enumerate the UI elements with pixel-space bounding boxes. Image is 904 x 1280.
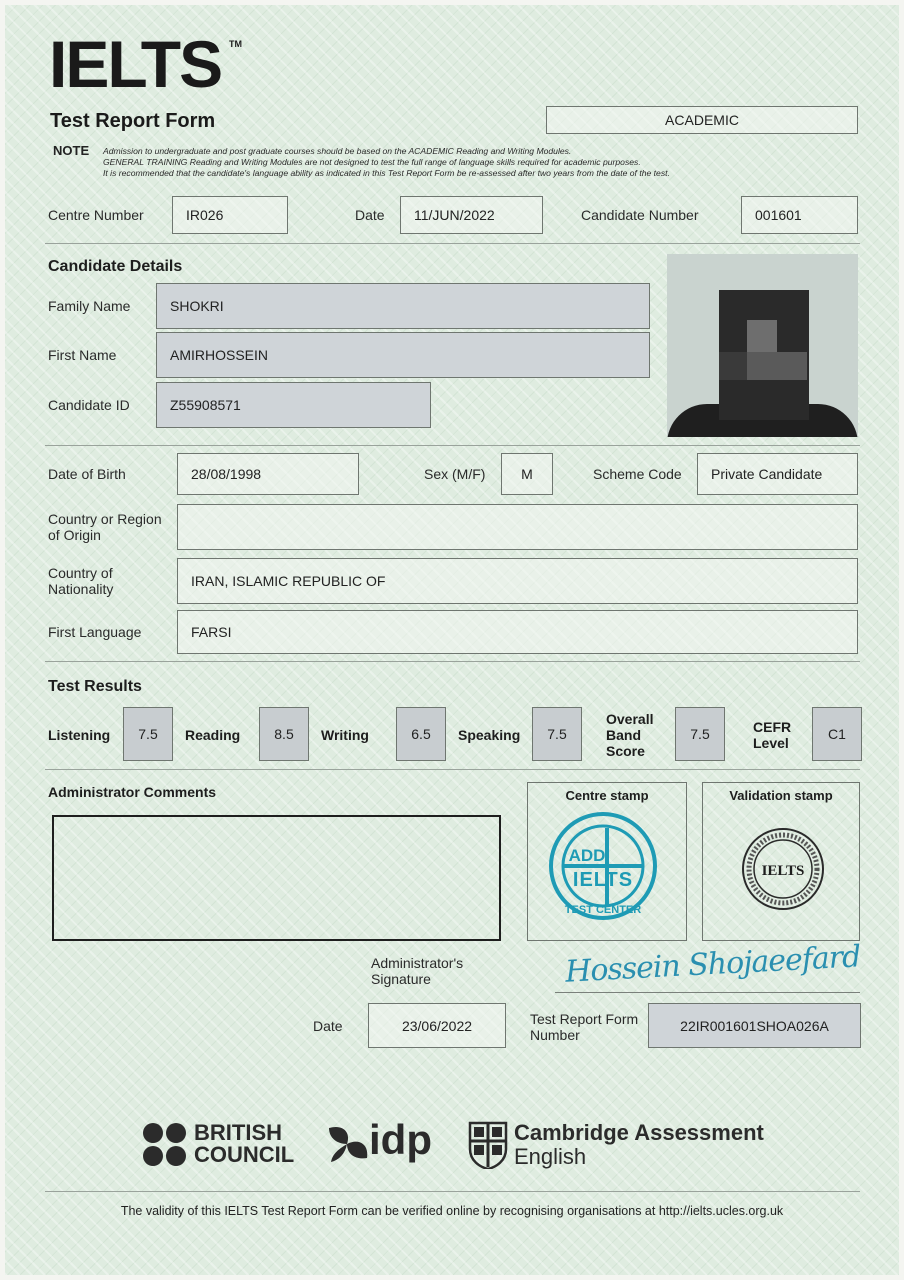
form-title: Test Report Form [50, 110, 216, 132]
reading-score: 8.5 [259, 707, 309, 761]
note-label: NOTE [53, 143, 90, 158]
signature-line [555, 992, 860, 993]
centre-number-field: IR026 [172, 196, 288, 234]
writing-score: 6.5 [396, 707, 446, 761]
admin-signature: Hossein Shojaeefard [564, 939, 862, 990]
first-name-label: First Name [48, 347, 117, 363]
candidate-number-label: Candidate Number [581, 207, 699, 223]
reading-label: Reading [185, 727, 241, 743]
svg-text:TEST CENTER: TEST CENTER [564, 904, 642, 916]
validation-stamp-box [702, 782, 860, 941]
divider [45, 1191, 860, 1192]
photo-head [719, 290, 809, 420]
test-report-form [5, 5, 899, 1275]
dob-label: Date of Birth [48, 466, 126, 482]
admin-comments-box [52, 815, 501, 941]
trf-number-label: Test Report Form Number [530, 1011, 639, 1043]
origin-label: Country or Region of Origin [48, 511, 162, 543]
module-field: ACADEMIC [546, 106, 858, 134]
svg-text:IELTS: IELTS [761, 863, 805, 879]
cambridge-shield-icon [468, 1121, 508, 1169]
idp-text: idp [369, 1116, 432, 1163]
test-results-title: Test Results [48, 678, 142, 695]
first-language-field: FARSI [177, 610, 858, 654]
divider [45, 243, 860, 244]
admin-date-label: Date [313, 1018, 343, 1034]
nationality-label: Country of Nationality [48, 565, 114, 597]
overall-band-label: Overall Band Score [606, 711, 654, 759]
speaking-score: 7.5 [532, 707, 582, 761]
admin-comments-label: Administrator Comments [48, 784, 217, 800]
cefr-level-label: CEFR Level [753, 719, 792, 751]
family-name-field: SHOKRI [156, 283, 650, 329]
note-text [103, 146, 803, 179]
note-line: Admission to undergraduate and post graduate courses should be based on the ACADEMIC Reading and Writing Modules. [103, 146, 572, 156]
sex-field: M [501, 453, 553, 495]
sex-label: Sex (M/F) [424, 466, 486, 482]
centre-number-label: Centre Number [48, 207, 144, 223]
overall-band-score: 7.5 [675, 707, 725, 761]
candidate-number-field: 001601 [741, 196, 858, 234]
note-line: GENERAL TRAINING Reading and Writing Modules are not designed to test the full range of language skills required for academic purposes. [103, 157, 641, 167]
candidate-id-label: Candidate ID [48, 397, 130, 413]
writing-label: Writing [321, 727, 369, 743]
british-council-text: BRITISH [194, 1120, 282, 1145]
note-line: It is recommended that the candidate's language ability as indicated in this Test Report Form be re-assessed after two years from the date of the test. [103, 168, 670, 178]
date-label: Date [355, 207, 385, 223]
validation-stamp-label: Validation stamp [729, 788, 833, 803]
divider [45, 661, 860, 662]
divider [45, 769, 860, 770]
scheme-code-field: Private Candidate [697, 453, 858, 495]
candidate-id-field: Z55908571 [156, 382, 431, 428]
centre-stamp-box [527, 782, 687, 941]
trf-number-field: 22IR001601SHOA026A [648, 1003, 861, 1048]
speaking-label: Speaking [458, 727, 521, 743]
cambridge-text: Cambridge Assessment [514, 1120, 764, 1145]
centre-stamp-label: Centre stamp [565, 788, 649, 803]
british-council-text: COUNCIL [194, 1142, 295, 1167]
cefr-level-score: C1 [812, 707, 862, 761]
svg-text:ADD: ADD [568, 846, 606, 865]
candidate-details-title: Candidate Details [48, 258, 183, 275]
dob-field: 28/08/1998 [177, 453, 359, 495]
centre-stamp [527, 782, 687, 941]
origin-field [177, 504, 858, 550]
idp-leaf-icon [325, 1122, 371, 1166]
cambridge-text: English [514, 1144, 587, 1169]
candidate-photo [667, 254, 858, 437]
scheme-code-label: Scheme Code [593, 466, 682, 482]
british-council-dots-icon [142, 1122, 188, 1168]
validation-stamp [702, 782, 860, 941]
admin-date-field: 23/06/2022 [368, 1003, 506, 1048]
admin-signature-label: Administrator's Signature [371, 955, 464, 987]
test-date-field: 11/JUN/2022 [400, 196, 543, 234]
first-name-field: AMIRHOSSEIN [156, 332, 650, 378]
divider [45, 445, 860, 446]
family-name-label: Family Name [48, 298, 131, 314]
listening-label: Listening [48, 727, 111, 743]
first-language-label: First Language [48, 624, 142, 640]
ielts-logo: IELTS [49, 27, 222, 101]
listening-score: 7.5 [123, 707, 173, 761]
trademark: TM [229, 39, 242, 49]
svg-text:IELTS: IELTS [572, 869, 634, 891]
validity-statement: The validity of this IELTS Test Report Form can be verified online by recognising organisations at http://ielts.ucles.org.uk [120, 1204, 784, 1218]
nationality-field: IRAN, ISLAMIC REPUBLIC OF [177, 558, 858, 604]
